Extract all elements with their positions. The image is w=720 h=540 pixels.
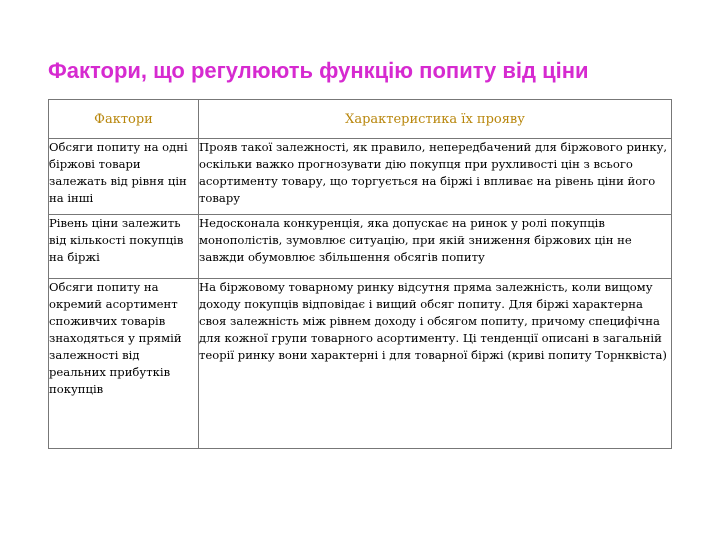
- header-factors: Фактори: [49, 100, 199, 139]
- table-row: [49, 139, 672, 215]
- description-cell: Недосконала конкуренція, яка допускає на ринок у ролі покупців монополістів, зумовлює ситуацію, при якій зниження біржових цін не завжди обумовлює збільшення обсягів попиту: [199, 215, 672, 279]
- slide-title: Фактори, що регулюють функцію попиту від ціни: [48, 58, 589, 83]
- factor-cell: Обсяги попиту на одні біржові товари залежать від рівня цін на інші: [49, 139, 199, 215]
- description-cell: Прояв такої залежності, як правило, непередбачений для біржового ринку, оскільки важко прогнозувати дію покупця при рухливості цін з всього асортименту товару, що торгується на біржі і впливає на рівень ціни його товару: [199, 139, 672, 215]
- table-header-row: [49, 100, 672, 139]
- factors-table: [48, 99, 672, 449]
- table-row: [49, 215, 672, 279]
- header-characteristics: Характеристика їх прояву: [199, 100, 672, 139]
- factor-cell: Рівень ціни залежить від кількості покупців на біржі: [49, 215, 199, 279]
- description-cell: На біржовому товарному ринку відсутня пряма залежність, коли вищому доходу покупців відповідає і вищий обсяг попиту. Для біржі характерна своя залежність між рівнем доходу і обсягом попиту, причому специфічна для кожної групи товарного асортименту. Ці тенденції описані в загальній теорії ринку вони характерні і для товарної біржі (криві попиту Торнквіста): [199, 279, 672, 449]
- factor-cell: Обсяги попиту на окремий асортимент споживчих товарів знаходяться у прямій залежності від реальних прибутків покупців: [49, 279, 199, 449]
- table-row: [49, 279, 672, 449]
